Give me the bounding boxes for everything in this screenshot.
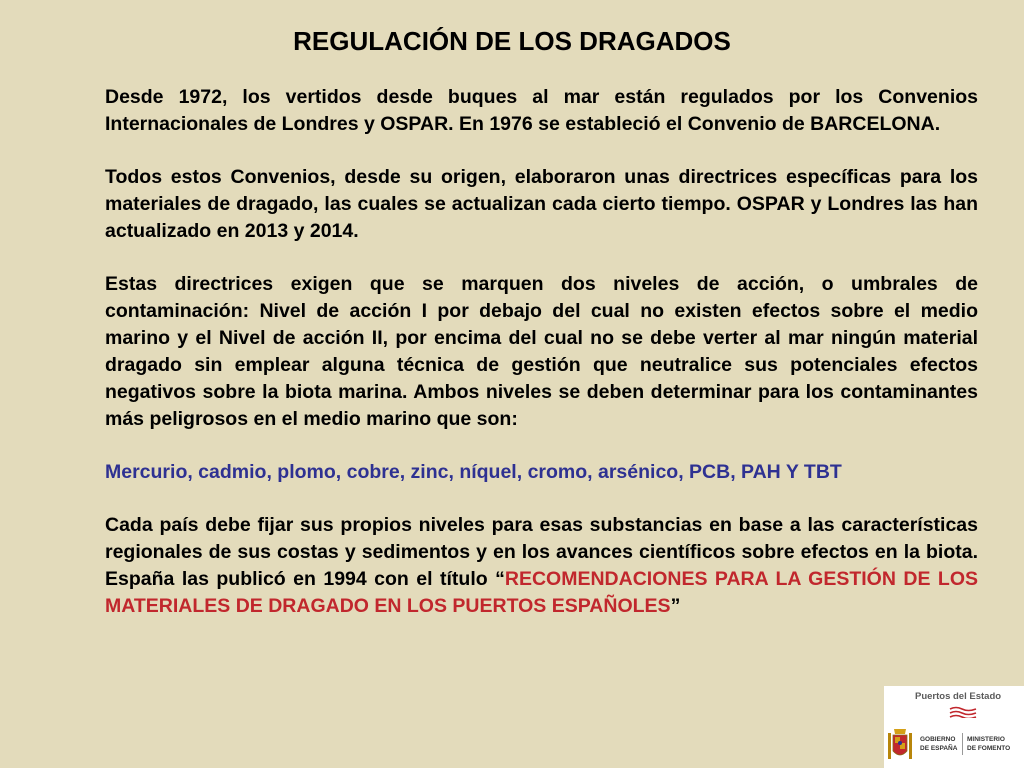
ministerio-logo-text	[967, 735, 1010, 753]
gobierno-logo-text	[920, 735, 957, 753]
puertos-del-estado-logo: Puertos del Estado	[915, 691, 1002, 702]
logo-divider	[962, 733, 963, 755]
gobierno-line-1: GOBIERNO	[920, 736, 956, 743]
open-quote: “	[495, 568, 505, 590]
publication-title: RECOMENDACIONES PARA LA GESTIÓN DE LOS MATERIALES DE DRAGADO EN LOS PUERTOS ESPAÑOLES	[105, 568, 978, 617]
paragraph-guidelines: Todos estos Convenios, desde su origen, elaboraron unas directrices específicas para los materiales de dragado, las cuales se actualizan cada cierto tiempo. OSPAR y Londres las han actualizado en 2013 y 2014.	[105, 166, 978, 242]
slide-title: REGULACIÓN DE LOS DRAGADOS	[293, 26, 731, 56]
waves-icon	[948, 706, 978, 718]
ministerio-line-2: DE FOMENTO	[967, 745, 1011, 752]
coat-of-arms-icon	[887, 727, 913, 763]
ministerio-line-1: MINISTERIO	[967, 736, 1005, 743]
contaminants-list: Mercurio, cadmio, plomo, cobre, zinc, níquel, cromo, arsénico, PCB, PAH Y TBT	[105, 461, 842, 483]
paragraph-spain-publication	[105, 512, 978, 620]
close-quote: ”	[670, 595, 681, 617]
paragraph-conventions: Desde 1972, los vertidos desde buques al mar están regulados por los Convenios Internacionales de Londres y OSPAR. En 1976 se estableció el Convenio de BARCELONA.	[105, 86, 978, 135]
slide-content	[105, 84, 978, 620]
publication-text: Cada país debe fijar sus propios niveles para esas substancias en base a las características regionales de sus costas y sedimentos y en los avances científicos sobre efectos en la biota. España las publicó en 1994 con el título	[105, 514, 978, 590]
gobierno-line-2: DE ESPAÑA	[920, 745, 958, 752]
paragraph-action-levels: Estas directrices exigen que se marquen dos niveles de acción, o umbrales de contaminación: Nivel de acción I por debajo del cual no existen efectos sobre el medio marino y el Nivel de acción II, por encima del cual no se debe verter al mar ningún material dragado sin emplear alguna técnica de gestión que neutralice sus potenciales efectos negativos sobre la biota marina. Ambos niveles se deben determinar para los contaminantes más peligrosos en el medio marino que son:	[105, 273, 978, 430]
